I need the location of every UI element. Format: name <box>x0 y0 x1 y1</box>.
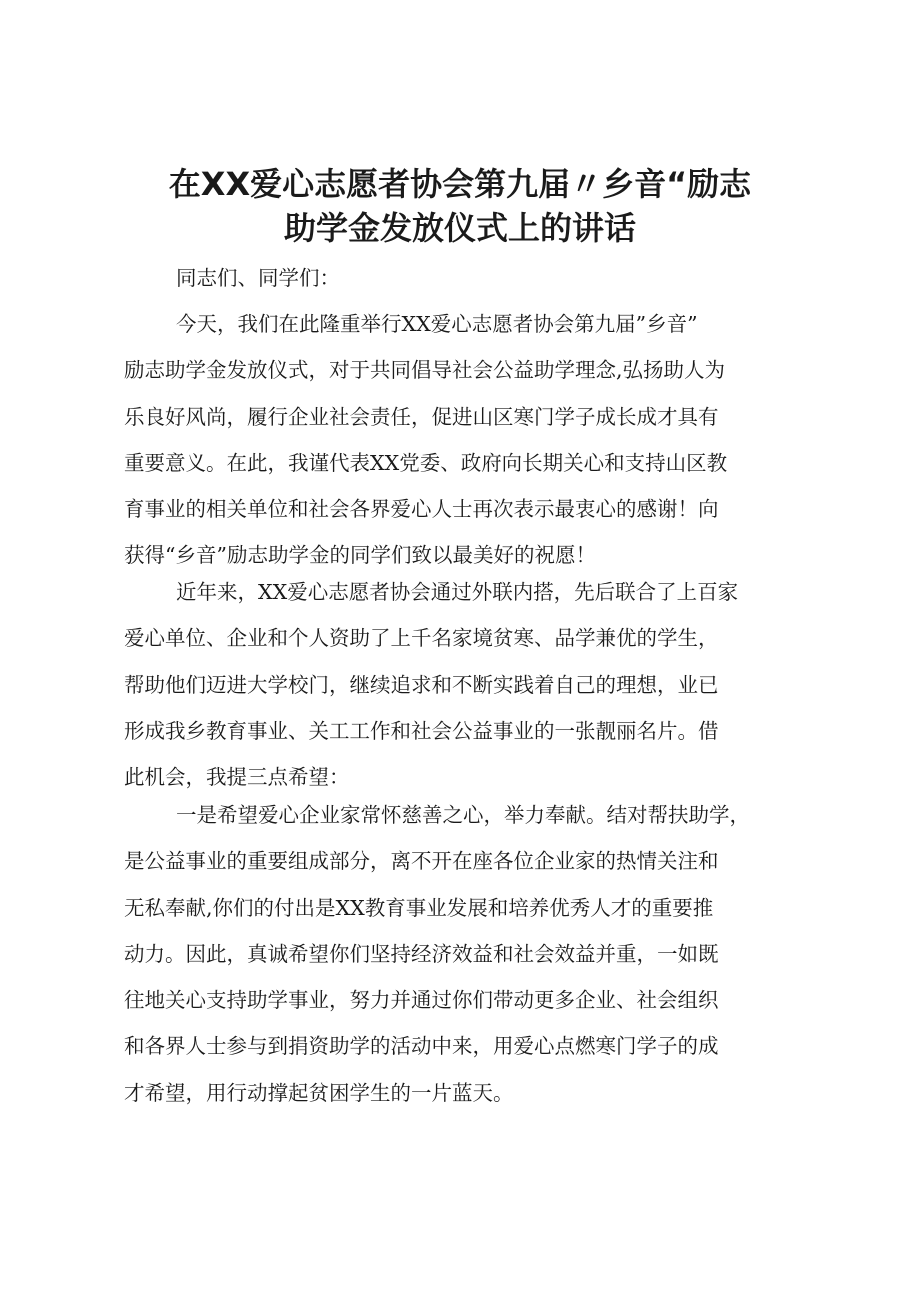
paragraph-line: 爱心单位、企业和个人资助了上千名家境贫寒、品学兼优的学生， <box>124 626 719 651</box>
paragraph-line: 动力。因此，真诚希望你们坚持经济效益和社会效益并重，一如既 <box>124 941 719 966</box>
paragraph-line: 才希望，用行动撑起贫困学生的一片蓝天。 <box>124 1080 514 1105</box>
paragraph-line: 重要意义。在此，我谨代表XX党委、政府向长期关心和支持山区教 <box>124 450 728 475</box>
paragraph-line: 往地关心支持助学事业，努力并通过你们带动更多企业、社会组织 <box>124 988 719 1013</box>
paragraph-line: 此机会，我提三点希望： <box>124 765 350 790</box>
paragraph-1 <box>124 301 814 579</box>
greeting <box>124 255 814 301</box>
paragraph-2 <box>124 569 814 800</box>
paragraph-line: 乐良好风尚，履行企业社会责任，促进山区寒门学子成长成才具有 <box>124 404 719 429</box>
document-title-line-2: 助学金发放仪式上的讲话 <box>283 209 636 247</box>
document-title-line-1: 在XX爱心志愿者协会第九届〃乡音“励志 <box>168 165 752 203</box>
paragraph-line: 近年来，XX爱心志愿者协会通过外联内搭，先后联合了上百家 <box>176 580 739 604</box>
paragraph-line: 是公益事业的重要组成部分，离不开在座各位企业家的热情关注和 <box>124 849 719 874</box>
paragraph-line: 无私奉献,你们的付出是XX教育事业发展和培养优秀人才的重要推 <box>124 895 714 920</box>
paragraph-line: 育事业的相关单位和社会各界爱心人士再次表示最衷心的感谢！向 <box>124 497 719 522</box>
paragraph-line: 今天，我们在此隆重举行XX爱心志愿者协会第九届”乡音” <box>176 312 698 336</box>
paragraph-line: 和各界人士参与到捐资助学的活动中来，用爱心点燃寒门学子的成 <box>124 1034 719 1059</box>
paragraph-3 <box>124 792 814 1116</box>
paragraph-line: 帮助他们迈进大学校门，继续追求和不断实践着自己的理想，业已 <box>124 672 719 697</box>
paragraph-line: 励志助学金发放仪式，对于共同倡导社会公益助学理念,弘扬助人为 <box>124 358 726 383</box>
paragraph-line: 形成我乡教育事业、关工工作和社会公益事业的一张靓丽名片。借 <box>124 718 719 743</box>
paragraph-line: 获得“乡音”励志助学金的同学们致以最美好的祝愿！ <box>124 543 596 568</box>
paragraph-line: 一是希望爱心企业家常怀慈善之心，举力奉献。结对帮扶助学， <box>176 803 750 827</box>
greeting-line: 同志们、同学们： <box>176 266 340 290</box>
